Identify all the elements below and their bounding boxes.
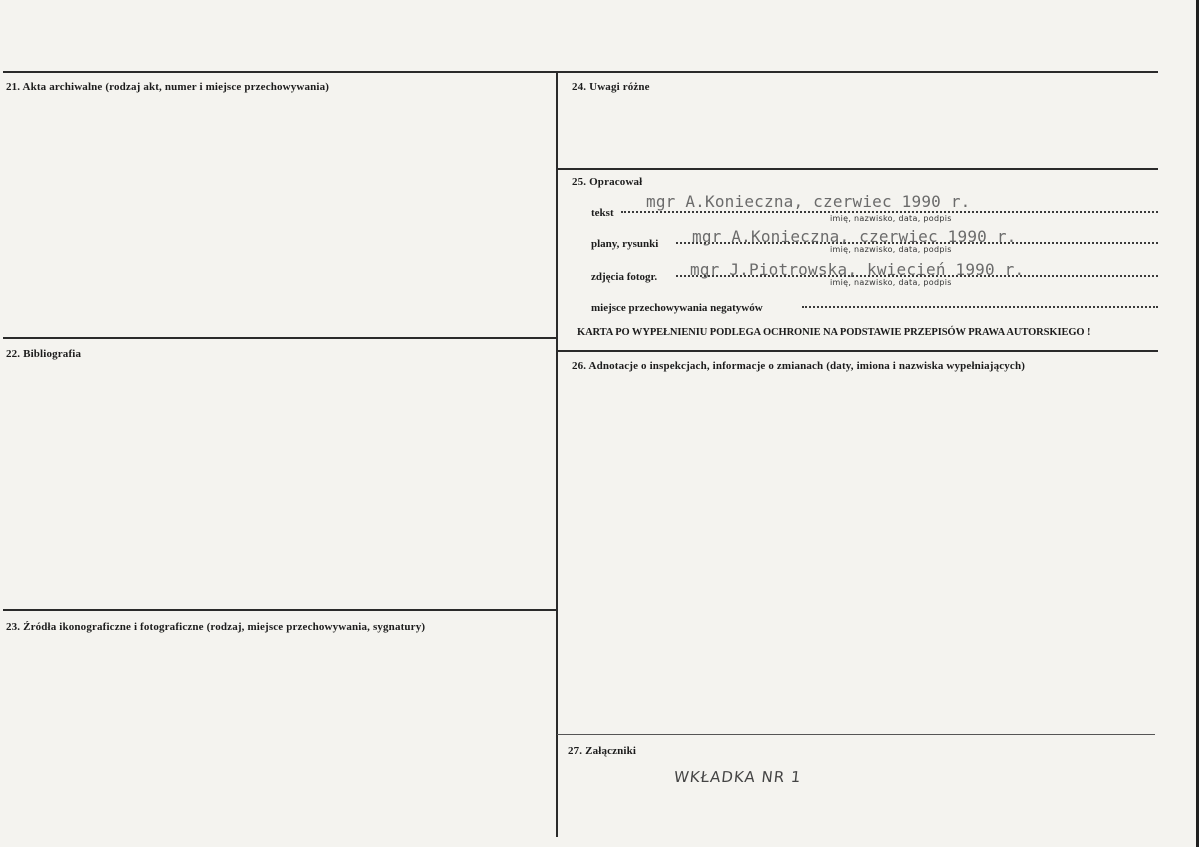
negatives-label: miejsce przechowywania negatywów — [591, 302, 763, 314]
section-21-title: 21. Akta archiwalne (rodzaj akt, numer i miejsce przechowywania) — [6, 81, 330, 93]
section-27-title: 27. Załączniki — [568, 745, 637, 757]
rule-22-23 — [3, 609, 557, 611]
copyright-notice: KARTA PO WYPEŁNIENIU PODLEGA OCHRONIE NA PODSTAWIE PRZEPISÓW PRAWA AUTORSKIEGO ! — [577, 327, 1091, 338]
section-26-title: 26. Adnotacje o inspekcjach, informacje o zmianach (daty, imiona i nazwiska wypełniających) — [572, 360, 1026, 372]
section-24-title: 24. Uwagi różne — [572, 81, 650, 93]
row-tekst-label: tekst — [591, 207, 614, 219]
row-zdjecia-label: zdjęcia fotogr. — [591, 271, 658, 283]
row-tekst-value: mgr A.Konieczna, czerwiec 1990 r. — [646, 192, 971, 211]
row-tekst-caption: imię, nazwisko, data, podpis — [830, 214, 952, 223]
center-divider — [556, 71, 558, 837]
top-rule — [3, 71, 1158, 73]
rule-21-22 — [3, 337, 557, 339]
row-plany-caption: imię, nazwisko, data, podpis — [830, 245, 952, 254]
rule-26-27 — [557, 734, 1155, 735]
section-25-title: 25. Opracował — [572, 176, 643, 188]
row-zdjecia-caption: imię, nazwisko, data, podpis — [830, 278, 952, 287]
section-23-title: 23. Źródła ikonograficzne i fotograficzne (rodzaj, miejsce przechowywania, sygnatury) — [6, 621, 426, 633]
row-plany-value: mgr A.Konieczna, czerwiec 1990 r. — [692, 227, 1017, 246]
attachment-note: WKŁADKA NR 1 — [673, 768, 803, 786]
negatives-line — [802, 306, 1158, 308]
rule-24-25 — [557, 168, 1158, 170]
row-zdjecia-value: mgr J.Piotrowska, kwiecień 1990 r. — [690, 260, 1025, 279]
row-plany-label: plany, rysunki — [591, 238, 659, 250]
rule-25-26 — [557, 350, 1158, 352]
row-tekst-line — [621, 211, 1158, 213]
section-22-title: 22. Bibliografia — [6, 348, 82, 360]
